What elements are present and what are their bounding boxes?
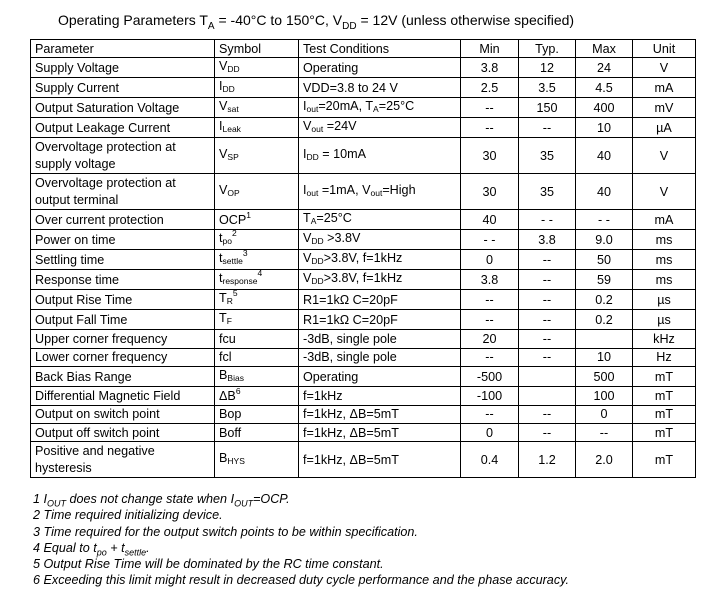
- symbol-subscript: sat: [227, 104, 239, 115]
- text-run: Operating: [303, 60, 359, 75]
- subscript: out: [306, 104, 319, 115]
- table-row: [31, 270, 696, 290]
- symbol-subscript: Leak: [222, 124, 241, 135]
- typ-cell: --: [519, 423, 576, 441]
- max-cell: 9.0: [576, 230, 633, 250]
- max-cell: 50: [576, 250, 633, 270]
- typ-cell: [519, 387, 576, 405]
- table-row: [31, 405, 696, 423]
- subscript: po: [96, 547, 107, 558]
- subscript: A: [310, 216, 317, 227]
- text-run: R1=1kΩ C=20pF: [303, 312, 398, 327]
- unit-cell: ms: [633, 230, 696, 250]
- symbol-main: B: [219, 451, 228, 466]
- symbol-cell: [215, 405, 299, 423]
- typ-cell: 35: [519, 174, 576, 210]
- symbol-cell: [215, 58, 299, 78]
- text-run: 6 Exceeding this limit might result in decreased duty cycle performance and the phase accuracy.: [33, 573, 569, 588]
- condition-cell: [299, 250, 461, 270]
- symbol-subscript: F: [226, 316, 232, 327]
- unit-cell: µs: [633, 310, 696, 330]
- header-unit: Unit: [633, 40, 696, 58]
- min-cell: - -: [461, 230, 519, 250]
- max-cell: --: [576, 423, 633, 441]
- unit-cell: ms: [633, 250, 696, 270]
- text-run: V: [303, 231, 312, 246]
- table-row: [31, 423, 696, 441]
- symbol-main: B: [219, 368, 228, 383]
- unit-cell: mA: [633, 210, 696, 230]
- condition-cell: [299, 405, 461, 423]
- typ-cell: --: [519, 290, 576, 310]
- symbol-main: I: [219, 79, 223, 94]
- symbol-cell: [215, 250, 299, 270]
- symbol-cell: [215, 348, 299, 366]
- text-run: I: [230, 492, 235, 506]
- header-max: Max: [576, 40, 633, 58]
- parameter-cell: Settling time: [31, 250, 215, 270]
- max-cell: 10: [576, 118, 633, 138]
- symbol-cell: [215, 270, 299, 290]
- symbol-subscript: po: [222, 236, 232, 247]
- typ-cell: 35: [519, 138, 576, 174]
- typ-cell: 12: [519, 58, 576, 78]
- symbol-main: V: [219, 59, 228, 74]
- min-cell: --: [461, 405, 519, 423]
- symbol-main: V: [219, 183, 228, 198]
- unit-cell: kHz: [633, 330, 696, 348]
- footnote-ref: 6: [235, 386, 241, 396]
- typ-cell: --: [519, 250, 576, 270]
- header-row: [31, 40, 696, 58]
- table-row: [31, 442, 696, 478]
- text-run: =1mA, V: [318, 183, 371, 198]
- text-run: V: [303, 119, 312, 134]
- typ-cell: --: [519, 405, 576, 423]
- text-run: t: [93, 540, 97, 555]
- condition-cell: [299, 290, 461, 310]
- text-run: VDD=3.8 to 24 V: [303, 80, 398, 95]
- parameter-cell: Response time: [31, 270, 215, 290]
- symbol-main: t: [219, 271, 223, 286]
- text-run: =25°C: [316, 211, 352, 226]
- subscript: out: [311, 124, 324, 135]
- max-cell: 0.2: [576, 310, 633, 330]
- symbol-subscript: settle: [222, 256, 243, 267]
- table-row: [31, 98, 696, 118]
- parameter-cell: Overvoltage protection at supply voltage: [31, 138, 215, 174]
- text-run: V: [303, 271, 312, 286]
- subscript: A: [373, 104, 379, 115]
- min-cell: -500: [461, 367, 519, 387]
- unit-cell: µs: [633, 290, 696, 310]
- max-cell: 10: [576, 348, 633, 366]
- symbol-subscript: HYS: [227, 456, 245, 467]
- unit-cell: V: [633, 174, 696, 210]
- symbol-cell: [215, 423, 299, 441]
- condition-cell: [299, 118, 461, 138]
- unit-cell: V: [633, 138, 696, 174]
- max-cell: 400: [576, 98, 633, 118]
- max-cell: 500: [576, 367, 633, 387]
- text-run: I: [303, 147, 307, 162]
- table-row: [31, 290, 696, 310]
- text-run: -3dB, single pole: [303, 350, 397, 365]
- text-run: t: [121, 540, 125, 555]
- subscript: DD: [311, 236, 324, 247]
- symbol-cell: [215, 98, 299, 118]
- text-run: 3 Time required for the output switch points to be within specification.: [33, 524, 418, 539]
- text-run: Operating: [303, 369, 359, 384]
- header-min: Min: [461, 40, 519, 58]
- table-row: [31, 367, 696, 387]
- min-cell: 2.5: [461, 78, 519, 98]
- min-cell: --: [461, 98, 519, 118]
- min-cell: 30: [461, 138, 519, 174]
- symbol-cell: [215, 330, 299, 348]
- typ-cell: 3.8: [519, 230, 576, 250]
- parameter-cell: Overvoltage protection at output terminal: [31, 174, 215, 210]
- symbol-subscript: R: [226, 296, 233, 307]
- footnote-3: [33, 524, 569, 540]
- text-run: I: [303, 183, 307, 198]
- table-row: [31, 310, 696, 330]
- text-run: +: [106, 540, 122, 555]
- subscript: OUT: [234, 498, 254, 509]
- parameter-cell: Power on time: [31, 230, 215, 250]
- text-run: f=1kHz: [303, 388, 343, 403]
- symbol-main: Boff: [219, 425, 242, 440]
- footnote-ref: 1: [246, 209, 252, 220]
- unit-cell: mT: [633, 367, 696, 387]
- operating-parameters-table: [30, 39, 696, 478]
- min-cell: -100: [461, 387, 519, 405]
- max-cell: 2.0: [576, 442, 633, 478]
- header-parameter: Parameter: [31, 40, 215, 58]
- text-run: >3.8V, f=1kHz: [323, 251, 403, 266]
- symbol-main: I: [219, 119, 223, 134]
- text-run: 5 Output Rise Time will be dominated by the RC time constant.: [33, 557, 384, 572]
- header-test-conditions: Test Conditions: [299, 40, 461, 58]
- parameter-cell: Output off switch point: [31, 423, 215, 441]
- condition-cell: [299, 387, 461, 405]
- table-row: [31, 250, 696, 270]
- subscript: DD: [311, 276, 324, 287]
- text-run: V: [303, 251, 312, 266]
- text-run: =High: [382, 183, 416, 198]
- typ-cell: --: [519, 310, 576, 330]
- parameter-cell: Output on switch point: [31, 405, 215, 423]
- typ-cell: --: [519, 330, 576, 348]
- unit-cell: mT: [633, 405, 696, 423]
- unit-cell: mA: [633, 78, 696, 98]
- condition-cell: [299, 138, 461, 174]
- symbol-main: V: [219, 99, 228, 114]
- text-run: >3.8V: [323, 231, 361, 246]
- footnote-ref: 2: [231, 229, 237, 239]
- text-run: = 10mA: [318, 147, 367, 162]
- subscript: out: [370, 188, 383, 199]
- symbol-main: fcl: [219, 350, 232, 365]
- unit-cell: V: [633, 58, 696, 78]
- table-row: [31, 210, 696, 230]
- table-title: Operating Parameters $T_A = -40^\circ C$ to 150°C, $V_{DD} = 12V$ (unless otherwise specified): [58, 12, 575, 32]
- subscript: DD: [306, 152, 319, 163]
- symbol-subscript: response: [222, 276, 258, 287]
- text-run: =OCP.: [253, 492, 290, 506]
- symbol-cell: [215, 138, 299, 174]
- table-body: [31, 58, 696, 478]
- symbol-subscript: DD: [222, 84, 235, 95]
- symbol-cell: [215, 210, 299, 230]
- table-row: [31, 78, 696, 98]
- unit-cell: mV: [633, 98, 696, 118]
- condition-cell: [299, 310, 461, 330]
- symbol-main: t: [219, 251, 223, 266]
- symbol-cell: [215, 230, 299, 250]
- unit-cell: mT: [633, 442, 696, 478]
- min-cell: 3.8: [461, 270, 519, 290]
- condition-cell: [299, 330, 461, 348]
- min-cell: 3.8: [461, 58, 519, 78]
- table-row: [31, 230, 696, 250]
- table-row: [31, 330, 696, 348]
- typ-cell: --: [519, 270, 576, 290]
- footnote-ref: 4: [257, 269, 263, 279]
- symbol-subscript: DD: [227, 64, 240, 75]
- symbol-subscript: Bias: [227, 373, 244, 384]
- text-run: f=1kHz, ΔB=5mT: [303, 407, 399, 422]
- min-cell: 30: [461, 174, 519, 210]
- unit-cell: µA: [633, 118, 696, 138]
- symbol-main: Bop: [219, 407, 242, 422]
- symbol-cell: [215, 310, 299, 330]
- text-run: I: [43, 492, 48, 506]
- unit-cell: ms: [633, 270, 696, 290]
- condition-cell: [299, 442, 461, 478]
- max-cell: - -: [576, 210, 633, 230]
- table-row: [31, 138, 696, 174]
- parameter-cell: Output Rise Time: [31, 290, 215, 310]
- text-run: .: [146, 540, 150, 555]
- symbol-cell: [215, 442, 299, 478]
- table-row: [31, 118, 696, 138]
- text-run: does not change state when: [66, 492, 231, 506]
- parameter-cell: Output Saturation Voltage: [31, 98, 215, 118]
- typ-cell: - -: [519, 210, 576, 230]
- symbol-main: T: [219, 291, 227, 306]
- min-cell: --: [461, 348, 519, 366]
- parameter-cell: Over current protection: [31, 210, 215, 230]
- text-run: -3dB, single pole: [303, 332, 397, 347]
- symbol-main: fcu: [219, 332, 236, 347]
- table-row: [31, 387, 696, 405]
- text-run: =20mA, T: [318, 99, 374, 114]
- symbol-main: OCP: [219, 212, 247, 227]
- typ-cell: 1.2: [519, 442, 576, 478]
- condition-cell: [299, 78, 461, 98]
- min-cell: 0: [461, 250, 519, 270]
- symbol-cell: [215, 290, 299, 310]
- text-run: 4 Equal to: [33, 540, 94, 555]
- max-cell: [576, 330, 633, 348]
- text-run: >3.8V, f=1kHz: [323, 271, 403, 286]
- parameter-cell: Differential Magnetic Field: [31, 387, 215, 405]
- max-cell: 0.2: [576, 290, 633, 310]
- condition-cell: [299, 348, 461, 366]
- typ-cell: --: [519, 118, 576, 138]
- min-cell: 0.4: [461, 442, 519, 478]
- text-run: 2 Time required initializing device.: [33, 508, 223, 523]
- condition-cell: [299, 423, 461, 441]
- min-cell: 40: [461, 210, 519, 230]
- symbol-subscript: OP: [227, 188, 240, 199]
- symbol-cell: [215, 118, 299, 138]
- parameter-cell: Output Leakage Current: [31, 118, 215, 138]
- min-cell: --: [461, 290, 519, 310]
- symbol-main: ΔB: [219, 388, 236, 403]
- typ-cell: 3.5: [519, 78, 576, 98]
- text-run: =25°C: [378, 99, 415, 114]
- typ-cell: 150: [519, 98, 576, 118]
- condition-cell: [299, 210, 461, 230]
- footnote-ref: 5: [232, 289, 238, 299]
- subscript: settle: [124, 547, 147, 558]
- unit-cell: mT: [633, 387, 696, 405]
- max-cell: 0: [576, 405, 633, 423]
- parameter-cell: Positive and negative hysteresis: [31, 442, 215, 478]
- subscript: OUT: [47, 498, 67, 509]
- footnote-2: [33, 507, 569, 523]
- condition-cell: [299, 230, 461, 250]
- max-cell: 59: [576, 270, 633, 290]
- symbol-main: t: [219, 231, 223, 246]
- min-cell: --: [461, 118, 519, 138]
- parameter-cell: Output Fall Time: [31, 310, 215, 330]
- min-cell: 20: [461, 330, 519, 348]
- table-row: [31, 58, 696, 78]
- condition-cell: [299, 270, 461, 290]
- footnote-4: [33, 540, 569, 556]
- table-row: [31, 348, 696, 366]
- condition-cell: [299, 98, 461, 118]
- symbol-subscript: SP: [227, 152, 239, 163]
- max-cell: 40: [576, 138, 633, 174]
- subscript: out: [306, 188, 319, 199]
- max-cell: 4.5: [576, 78, 633, 98]
- table-row: [31, 174, 696, 210]
- symbol-main: V: [219, 147, 228, 162]
- parameter-cell: Supply Current: [31, 78, 215, 98]
- min-cell: 0: [461, 423, 519, 441]
- text-run: I: [303, 99, 307, 114]
- text-run: T: [303, 211, 311, 226]
- max-cell: 24: [576, 58, 633, 78]
- symbol-cell: [215, 78, 299, 98]
- unit-cell: Hz: [633, 348, 696, 366]
- parameter-cell: Upper corner frequency: [31, 330, 215, 348]
- max-cell: 100: [576, 387, 633, 405]
- condition-cell: [299, 58, 461, 78]
- parameter-cell: Supply Voltage: [31, 58, 215, 78]
- symbol-cell: [215, 387, 299, 405]
- typ-cell: [519, 367, 576, 387]
- footnote-ref: 3: [242, 249, 248, 259]
- footnotes: [33, 491, 569, 589]
- text-run: f=1kHz, ΔB=5mT: [303, 452, 399, 467]
- min-cell: --: [461, 310, 519, 330]
- parameter-cell: Back Bias Range: [31, 367, 215, 387]
- text-run: f=1kHz, ΔB=5mT: [303, 425, 399, 440]
- header-typ: Typ.: [519, 40, 576, 58]
- subscript: DD: [311, 256, 324, 267]
- header-symbol: Symbol: [215, 40, 299, 58]
- condition-cell: [299, 174, 461, 210]
- symbol-cell: [215, 174, 299, 210]
- parameter-cell: Lower corner frequency: [31, 348, 215, 366]
- condition-cell: [299, 367, 461, 387]
- footnote-6: [33, 572, 569, 588]
- footnote-1: [33, 491, 569, 507]
- symbol-main: T: [219, 311, 227, 326]
- typ-cell: --: [519, 348, 576, 366]
- unit-cell: mT: [633, 423, 696, 441]
- max-cell: 40: [576, 174, 633, 210]
- text-run: =24V: [323, 119, 357, 134]
- footnote-5: [33, 556, 569, 572]
- symbol-cell: [215, 367, 299, 387]
- text-run: 1: [33, 492, 44, 506]
- text-run: R1=1kΩ C=20pF: [303, 292, 398, 307]
